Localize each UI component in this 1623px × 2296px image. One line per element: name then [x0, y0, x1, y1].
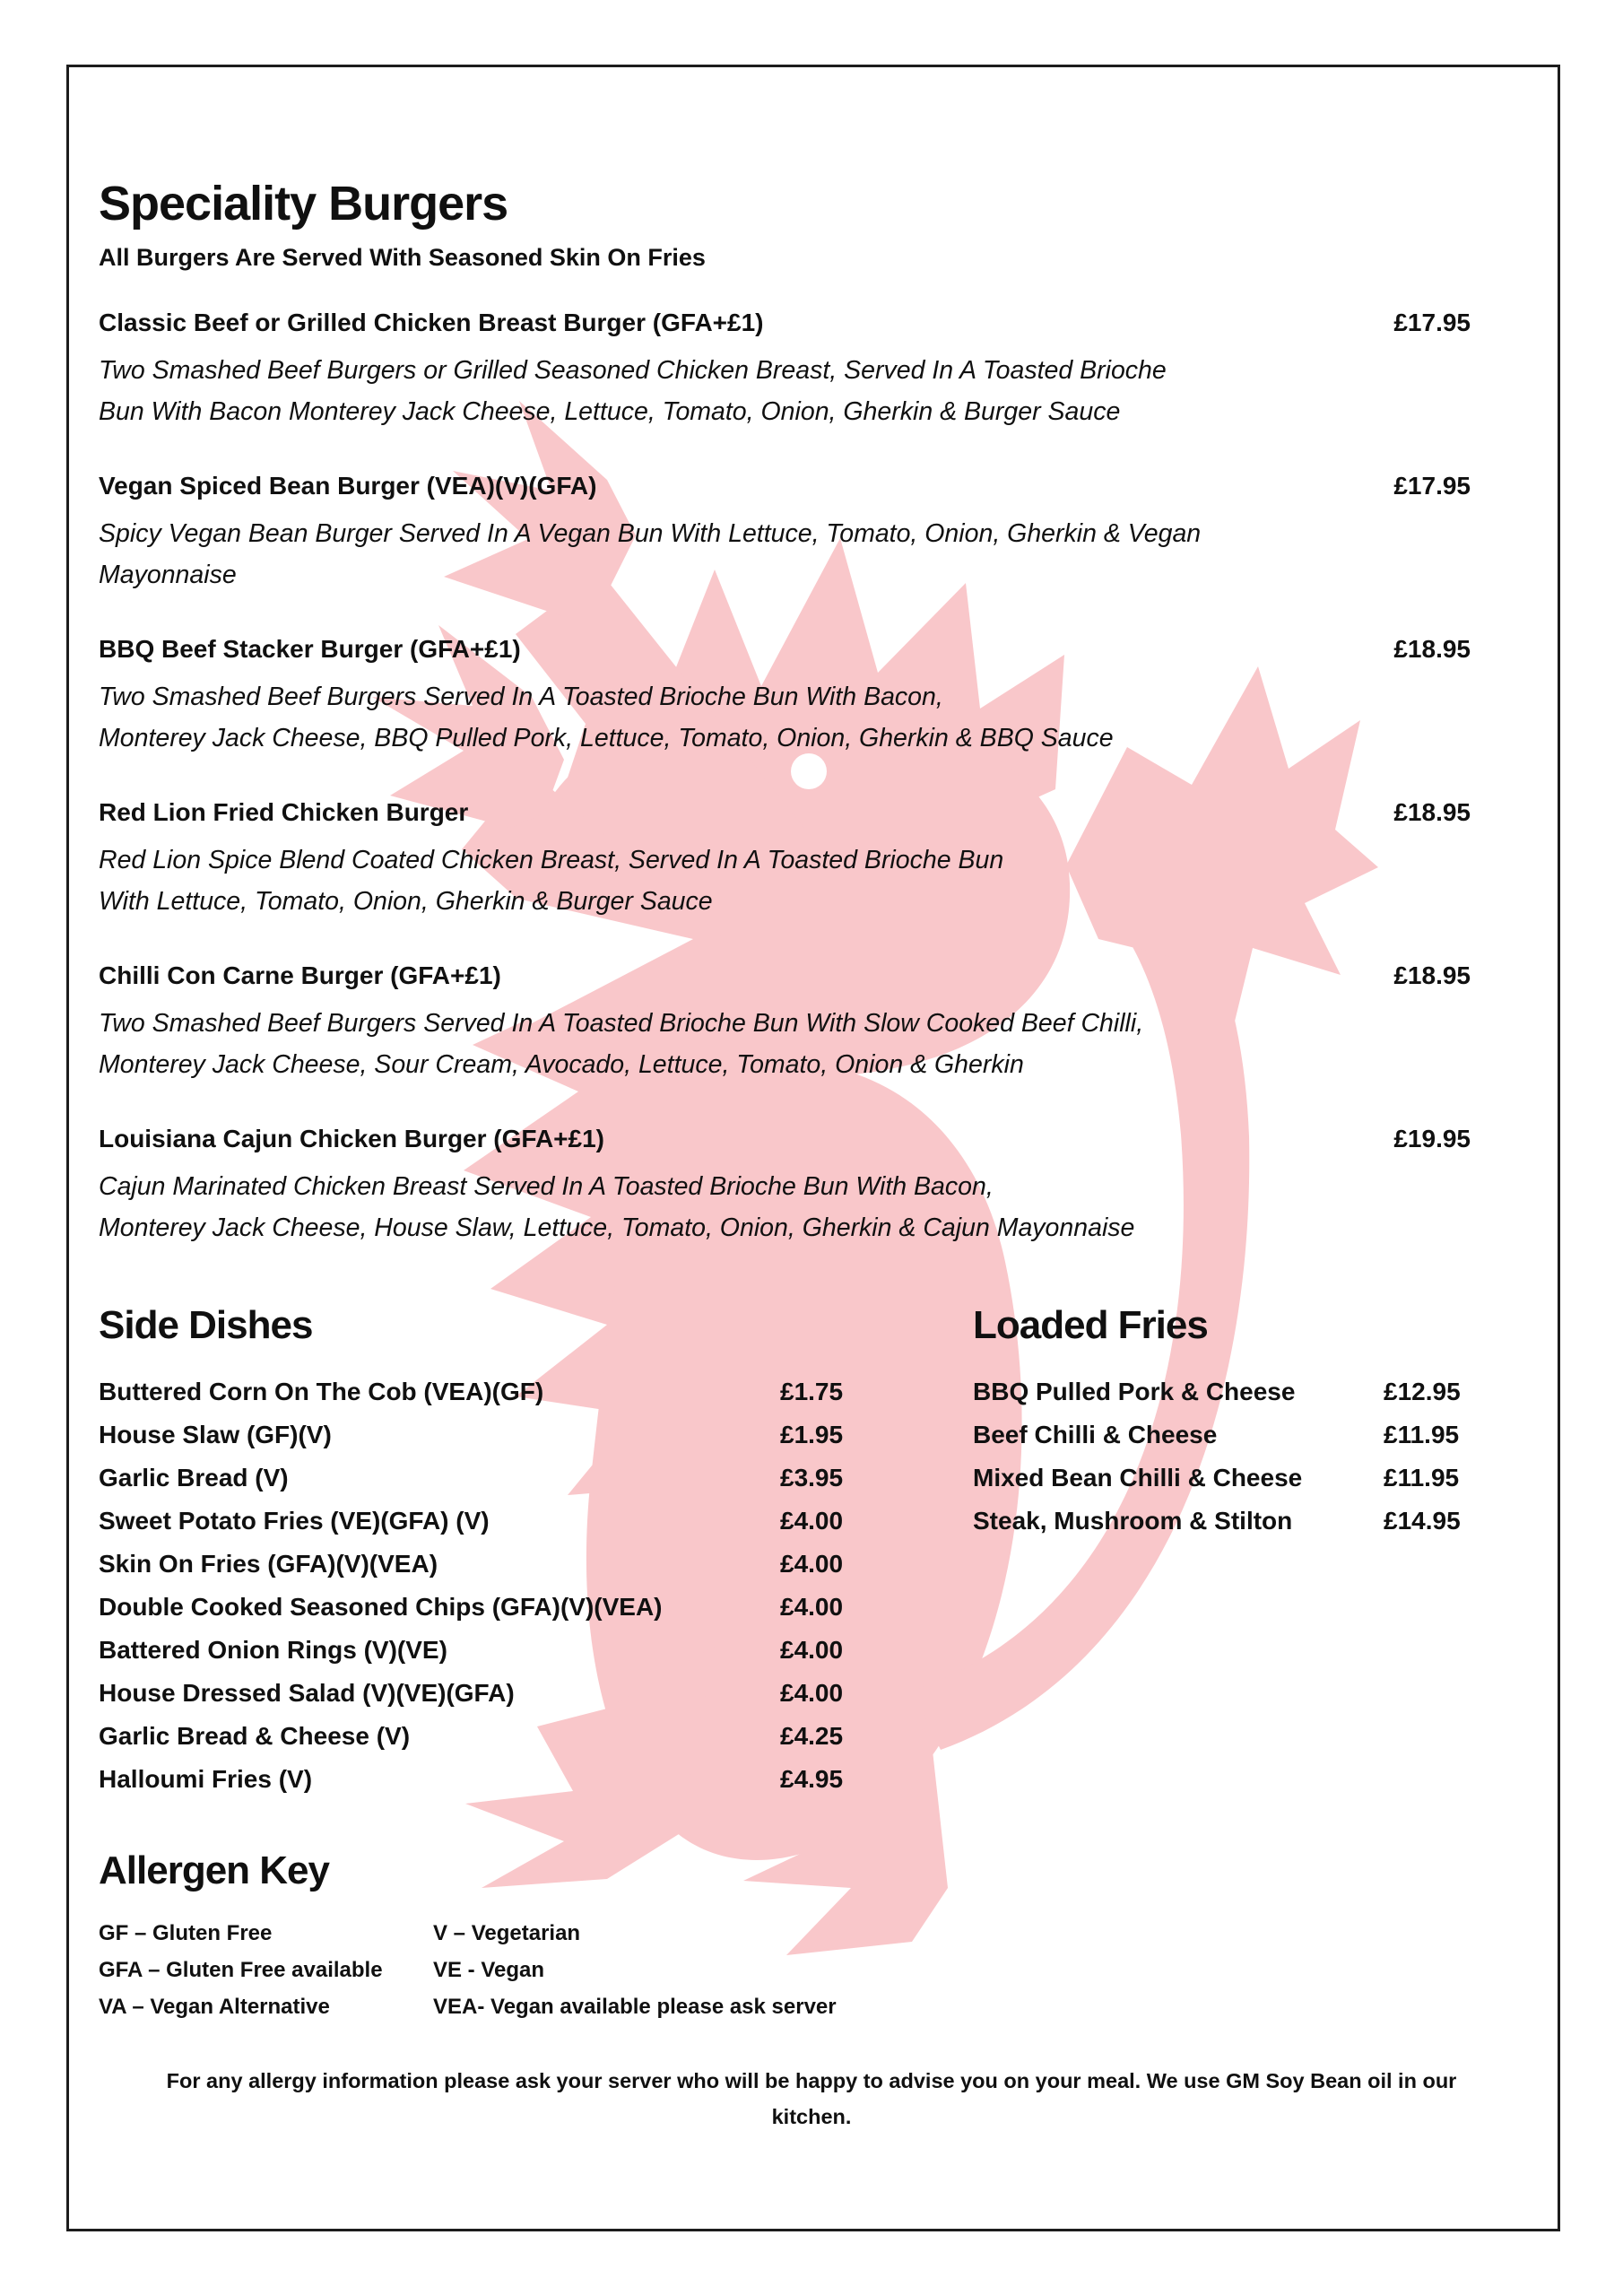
menu-item-louisiana-cajun-chicken: [99, 1119, 1471, 1283]
item-name: Louisiana Cajun Chicken Burger (GFA+£1): [99, 1125, 605, 1152]
page-title: Speciality Burgers: [99, 177, 508, 230]
list-item: BBQ Pulled Pork & Cheese £12.95: [973, 1378, 1461, 1405]
item-name: BBQ Beef Stacker Burger (GFA+£1): [99, 635, 521, 663]
list-item: Sweet Potato Fries (VE)(GFA) (V) £4.00: [99, 1507, 844, 1535]
allergen-key-heading: Allergen Key: [99, 1848, 329, 1892]
item-description: Two Smashed Beef Burgers or Grilled Seasoned Chicken Breast, Served In A Toasted Brioche Bun With Bacon Monterey Jack Cheese, Lettuce, Tomato, Onion, Gherkin & Burger Sauce: [99, 356, 1167, 426]
item-price: £17.95: [1393, 309, 1471, 336]
menu-item-chilli-con-carne: [99, 956, 1471, 1119]
item-name: Red Lion Fried Chicken Burger: [99, 798, 469, 826]
item-price: £18.95: [1393, 635, 1471, 663]
menu-item-vegan-bean-burger: [99, 466, 1471, 630]
item-description: Spicy Vegan Bean Burger Served In A Vegan Bun With Lettuce, Tomato, Onion, Gherkin & Vegan Mayonnaise: [99, 519, 1202, 589]
list-item: Beef Chilli & Cheese £11.95: [973, 1421, 1460, 1448]
item-description: Cajun Marinated Chicken Breast Served In A Toasted Brioche Bun With Bacon, Monterey Jack Cheese, House Slaw, Lettuce, Tomato, Onion, Gherkin & Cajun Mayonnaise: [99, 1172, 1135, 1242]
menu-item-red-lion-fried-chicken: [99, 793, 1471, 956]
list-item: Mixed Bean Chilli & Cheese £11.95: [973, 1464, 1460, 1492]
loaded-fries-section: [973, 1302, 1480, 1543]
list-item: Halloumi Fries (V) £4.95: [99, 1765, 844, 1793]
item-name: Classic Beef or Grilled Chicken Breast Burger (GFA+£1): [99, 309, 764, 336]
loaded-fries-list: [973, 1370, 1480, 1543]
allergen-key-section: [99, 1848, 1175, 2025]
list-item: Steak, Mushroom & Stilton £14.95: [973, 1507, 1461, 1535]
side-dishes-list: [99, 1370, 879, 1801]
item-price: £19.95: [1393, 1125, 1471, 1152]
loaded-fries-heading: Loaded Fries: [973, 1303, 1208, 1347]
item-price: £18.95: [1393, 798, 1471, 826]
item-name: Vegan Spiced Bean Burger (VEA)(V)(GFA): [99, 472, 597, 500]
item-description: Two Smashed Beef Burgers Served In A Toasted Brioche Bun With Slow Cooked Beef Chilli, Monterey Jack Cheese, Sour Cream, Avocado, Lettuce, Tomato, Onion & Gherkin: [99, 1009, 1144, 1079]
list-item: Battered Onion Rings (V)(VE) £4.00: [99, 1636, 844, 1664]
list-item: Buttered Corn On The Cob (VEA)(GF) £1.75: [99, 1378, 844, 1405]
side-dishes-section: [99, 1302, 879, 1801]
allergen-key-rows: [99, 1915, 1175, 2025]
list-item: Garlic Bread & Cheese (V) £4.25: [99, 1722, 844, 1750]
menu-item-bbq-beef-stacker: [99, 630, 1471, 793]
item-description: Red Lion Spice Blend Coated Chicken Breast, Served In A Toasted Brioche Bun With Lettuce, Tomato, Onion, Gherkin & Burger Sauce: [99, 846, 1004, 916]
list-item: Double Cooked Seasoned Chips (GFA)(V)(VEA) £4.00: [99, 1593, 844, 1621]
item-description: Two Smashed Beef Burgers Served In A Toasted Brioche Bun With Bacon, Monterey Jack Cheese, BBQ Pulled Pork, Lettuce, Tomato, Onion, Gherkin & BBQ Sauce: [99, 683, 1114, 752]
item-price: £17.95: [1393, 472, 1471, 500]
page-subtitle: All Burgers Are Served With Seasoned Skin On Fries: [99, 244, 706, 271]
menu-item-classic-beef-burger: [99, 303, 1471, 466]
list-item: Skin On Fries (GFA)(V)(VEA) £4.00: [99, 1550, 844, 1578]
list-item: House Dressed Salad (V)(VE)(GFA) £4.00: [99, 1679, 844, 1707]
item-name: Chilli Con Carne Burger (GFA+£1): [99, 961, 501, 989]
list-item: House Slaw (GF)(V) £1.95: [99, 1421, 844, 1448]
item-price: £18.95: [1393, 961, 1471, 989]
allergen-row: GFA – Gluten Free available VE - Vegan: [99, 1958, 545, 1982]
allergy-footer-note: For any allergy information please ask your server who will be happy to advise you on your meal. We use GM Soy Bean oil in our kitchen.: [166, 2069, 1457, 2128]
allergen-row: VA – Vegan Alternative VEA- Vegan available please ask server: [99, 1995, 837, 2019]
side-dishes-heading: Side Dishes: [99, 1303, 313, 1347]
allergen-row: GF – Gluten Free V – Vegetarian: [99, 1921, 581, 1945]
list-item: Garlic Bread (V) £3.95: [99, 1464, 844, 1492]
